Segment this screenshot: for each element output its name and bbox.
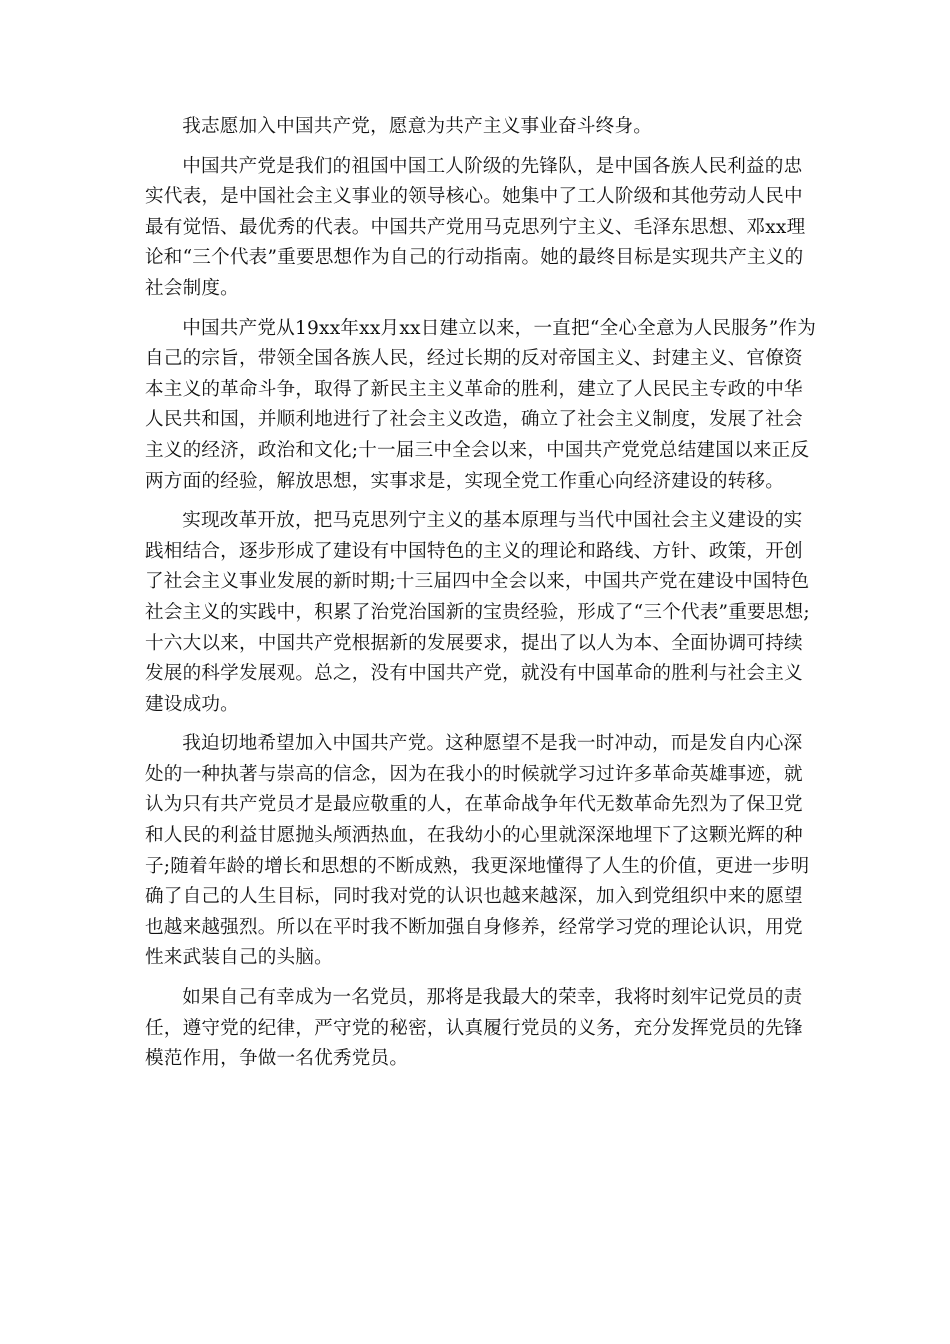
paragraph-1: 我志愿加入中国共产党，愿意为共产主义事业奋斗终身。 bbox=[182, 116, 653, 137]
paragraph-6: 如果自己有幸成为一名党员，那将是我最大的荣幸，我将时刻牢记党员的责任，遵守党的纪律，严守党的秘密，认真履行党员的义务，充分发挥党员的先锋模范作用，争做一名优秀党员。 bbox=[145, 987, 803, 1070]
document-body bbox=[145, 112, 820, 1075]
paragraph-3: 中国共产党从19xx年xx月xx日建立以来，一直把“全心全意为人民服务”作为自己的宗旨，带领全国各族人民，经过长期的反对帝国主义、封建主义、官僚资本主义的革命斗争，取得了新民主主义革命的胜利，建立了人民民主专政的中华人民共和国，并顺利地进行了社会主义改造，确立了社会主义制度，发展了社会主义的经济，政治和文化;十一届三中全会以来，中国共产党党总结建国以来正反两方面的经验，解放思想，实事求是，实现全党工作重心向经济建设的转移。 bbox=[145, 317, 817, 492]
paragraph-4: 实现改革开放，把马克思列宁主义的基本原理与当代中国社会主义建设的实践相结合，逐步形成了建设有中国特色的主义的理论和路线、方针、政策，开创了社会主义事业发展的新时期;十三届四中全会以来，中国共产党在建设中国特色社会主义的实践中，积累了治党治国新的宝贵经验，形成了“三个代表”重要思想;十六大以来，中国共产党根据新的发展要求，提出了以人为本、全面协调可持续发展的科学发展观。总之，没有中国共产党，就没有中国革命的胜利与社会主义建设成功。 bbox=[145, 510, 810, 715]
paragraph-2: 中国共产党是我们的祖国中国工人阶级的先锋队，是中国各族人民利益的忠实代表，是中国社会主义事业的领导核心。她集中了工人阶级和其他劳动人民中最有觉悟、最优秀的代表。中国共产党用马克思列宁主义、毛泽东思想、邓xx理论和“三个代表”重要思想作为自己的行动指南。她的最终目标是实现共产主义的社会制度。 bbox=[145, 155, 806, 299]
paragraph-5: 我迫切地希望加入中国共产党。这种愿望不是我一时冲动，而是发自内心深处的一种执著与崇高的信念，因为在我小的时候就学习过许多革命英雄事迹，就认为只有共产党员才是最应敬重的人，在革命战争年代无数革命先烈为了保卫党和人民的利益甘愿抛头颅洒热血，在我幼小的心里就深深地埋下了这颗光辉的种子;随着年龄的增长和思想的不断成熟，我更深地懂得了人生的价值，更进一步明确了自己的人生目标，同时我对党的认识也越来越深，加入到党组织中来的愿望也越来越强烈。所以在平时我不断加强自身修养，经常学习党的理论认识，用党性来武装自己的头脑。 bbox=[145, 733, 810, 969]
